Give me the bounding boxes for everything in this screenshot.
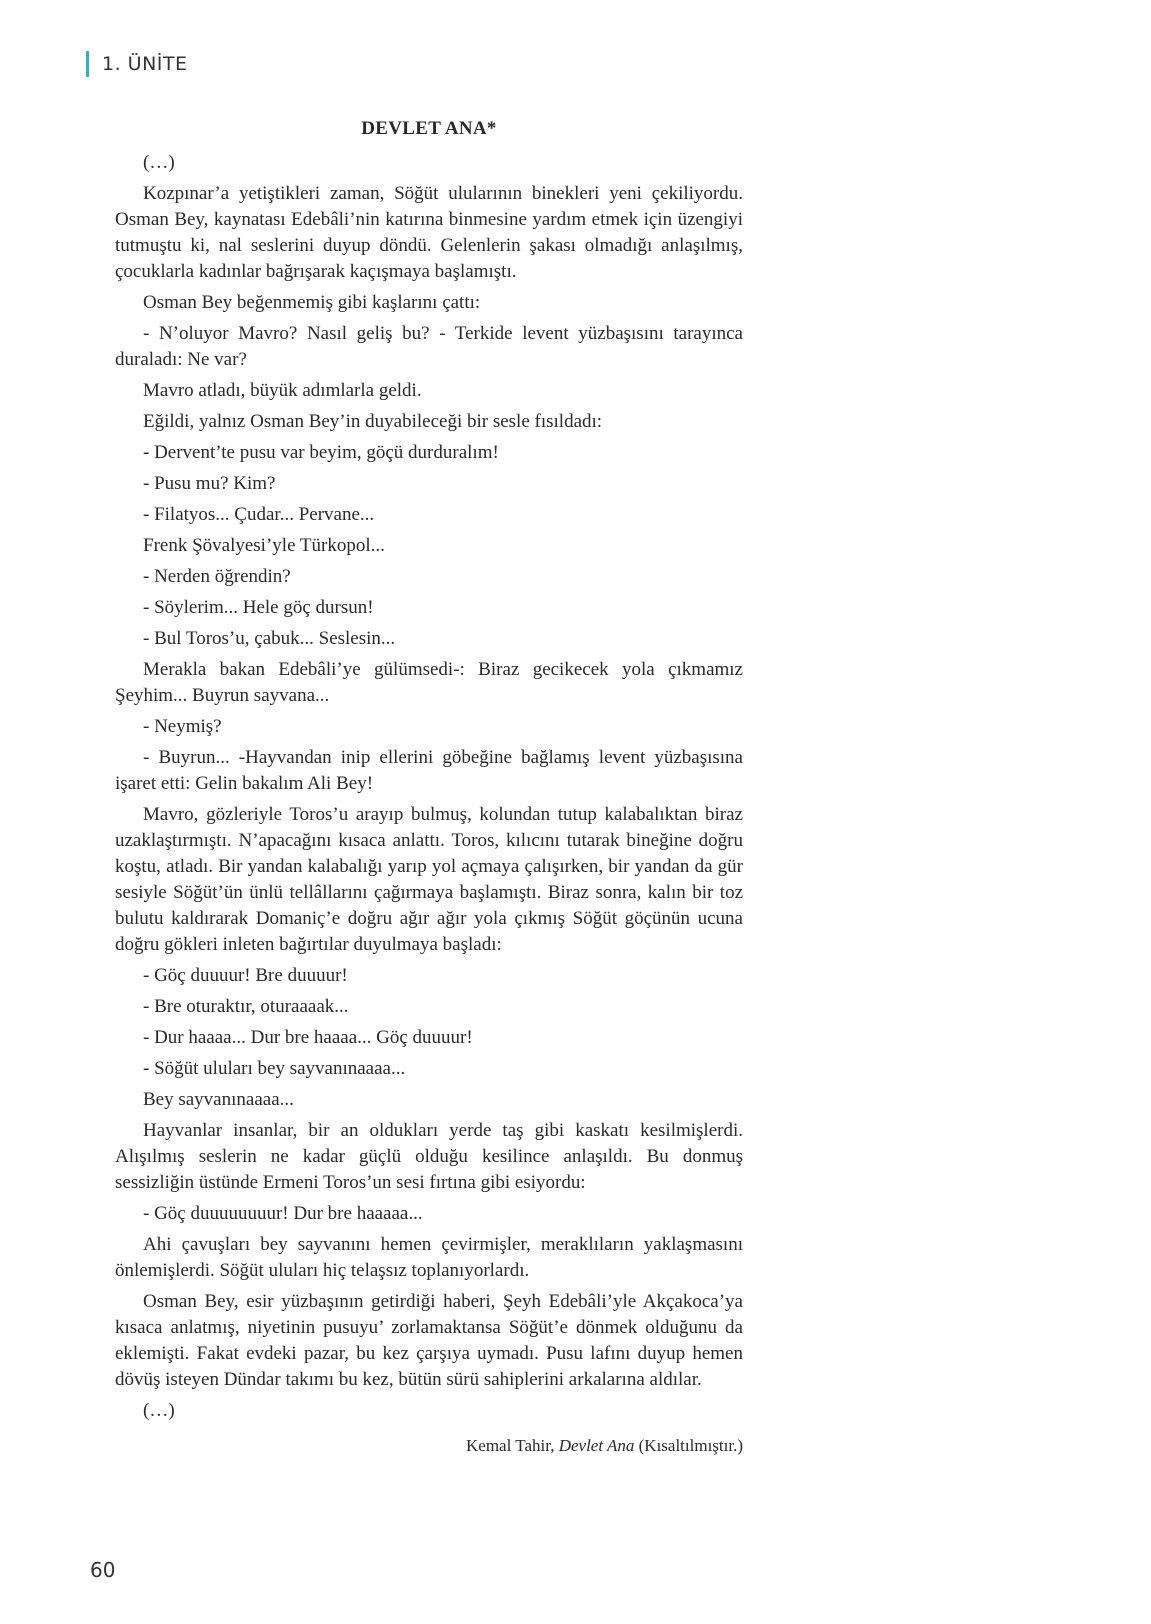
paragraph: Bey sayvanınaaaa... (143, 1089, 294, 1110)
source-work: Devlet Ana (558, 1436, 635, 1455)
paragraph: - Nerden öğrendin? (143, 566, 291, 587)
paragraph: (…) (143, 1400, 175, 1421)
paragraph: Frenk Şövalyesi’yle Türkopol... (143, 535, 385, 556)
paragraph: - Göç duuuuuuuur! Dur bre haaaaa... (143, 1203, 423, 1224)
paragraph: - Dervent’te pusu var beyim, göçü durduralım! (143, 442, 499, 463)
page-number: 60 (90, 1558, 116, 1582)
paragraph: - Pusu mu? Kim? (143, 473, 276, 494)
paragraph: (…) (143, 152, 175, 173)
unit-header (86, 50, 188, 78)
paragraph: Hayvanlar insanlar, bir an oldukları yerde taş gibi kaskatı kesilmişlerdi. Alışılmış seslerin ne kadar güçlü olduğu kesilince anlaşıldı. Bu donmuş sessizliğin üstünde Ermeni Toros’un sesi fırtına gibi esiyordu: (115, 1120, 743, 1193)
paragraph: - N’oluyor Mavro? Nasıl geliş bu? - Terkide levent yüzbaşısını tarayınca duraladı: Ne var? (115, 323, 743, 370)
paragraph: Eğildi, yalnız Osman Bey’in duyabileceği bir sesle fısıldadı: (143, 411, 603, 432)
article (115, 118, 743, 1456)
paragraph: Mavro atladı, büyük adımlarla geldi. (143, 380, 422, 401)
paragraph: - Buyrun... -Hayvandan inip ellerini göbeğine bağlamış levent yüzbaşısına işaret etti: Gelin bakalım Ali Bey! (115, 747, 743, 794)
paragraph: Mavro, gözleriyle Toros’u arayıp bulmuş, kolundan tutup kalabalıktan biraz uzaklaştırmıştı. N’apacağını kısaca anlattı. Toros, kılıcını tutarak bineğine doğru koştu, atladı. Bir yandan kalabalığı yarıp yol açmaya çalışırken, bir yandan da gür sesiyle Söğüt’ün ünlü tellâllarını çağırmaya başlamıştı. Biraz sonra, kalın bir toz bulutu kaldırarak Domaniç’e doğru ağır ağır yola çıkmış Söğüt göçünün ucuna doğru gökleri inleten bağırtılar duyulmaya başladı: (115, 804, 743, 955)
paragraph: Kozpınar’a yetiştikleri zaman, Söğüt ulularının binekleri yeni çekiliyordu. Osman Bey, kaynatası Edebâli’nin katırına binmesine yardım etmek için üzengiyi tutmuştu ki, nal seslerini duyup döndü. Gelenlerin şakası olmadığı anlaşılmış, çocuklarla kadınlar bağrışarak kaçışmaya başlamıştı. (115, 183, 743, 282)
article-title: DEVLET ANA* (361, 118, 497, 139)
paragraph: - Söylerim... Hele göç dursun! (143, 597, 374, 618)
paragraph: Merakla bakan Edebâli’ye gülümsedi-: Biraz gecikecek yola çıkmamız Şeyhim... Buyrun sayvana... (115, 659, 743, 706)
unit-accent-bar (86, 51, 89, 77)
unit-label: 1. ÜNİTE (102, 53, 188, 75)
source-citation (115, 1436, 743, 1456)
paragraph: - Bul Toros’u, çabuk... Seslesin... (143, 628, 396, 649)
source-note: (Kısaltılmıştır.) (638, 1436, 743, 1455)
paragraph: Ahi çavuşları bey sayvanını hemen çevirmişler, meraklıların yaklaşmasını önlemişlerdi. Söğüt uluları hiç telaşsız toplanıyorlardı. (115, 1234, 743, 1281)
paragraph: - Dur haaaa... Dur bre haaaa... Göç duuuur! (143, 1027, 473, 1048)
paragraph: - Söğüt uluları bey sayvanınaaaa... (143, 1058, 406, 1079)
paragraph: - Filatyos... Çudar... Pervane... (143, 504, 375, 525)
article-body (115, 150, 743, 1424)
paragraph: Osman Bey, esir yüzbaşının getirdiği haberi, Şeyh Edebâli’yle Akçakoca’ya kısaca anlatmış, niyetinin pusuyu’ zorlamaktansa Söğüt’e dönmek olduğunu da eklemişti. Fakat evdeki pazar, bu kez çarşıya uymadı. Pusu lafını duyup hemen dövüş isteyen Dündar takımı bu kez, bütün sürü sahiplerini arkalarına aldılar. (115, 1291, 743, 1390)
source-author: Kemal Tahir, (466, 1436, 555, 1455)
paragraph: - Göç duuuur! Bre duuuur! (143, 965, 348, 986)
paragraph: - Neymiş? (143, 716, 222, 737)
paragraph: - Bre oturaktır, oturaaaak... (143, 996, 349, 1017)
paragraph: Osman Bey beğenmemiş gibi kaşlarını çattı: (143, 292, 481, 313)
